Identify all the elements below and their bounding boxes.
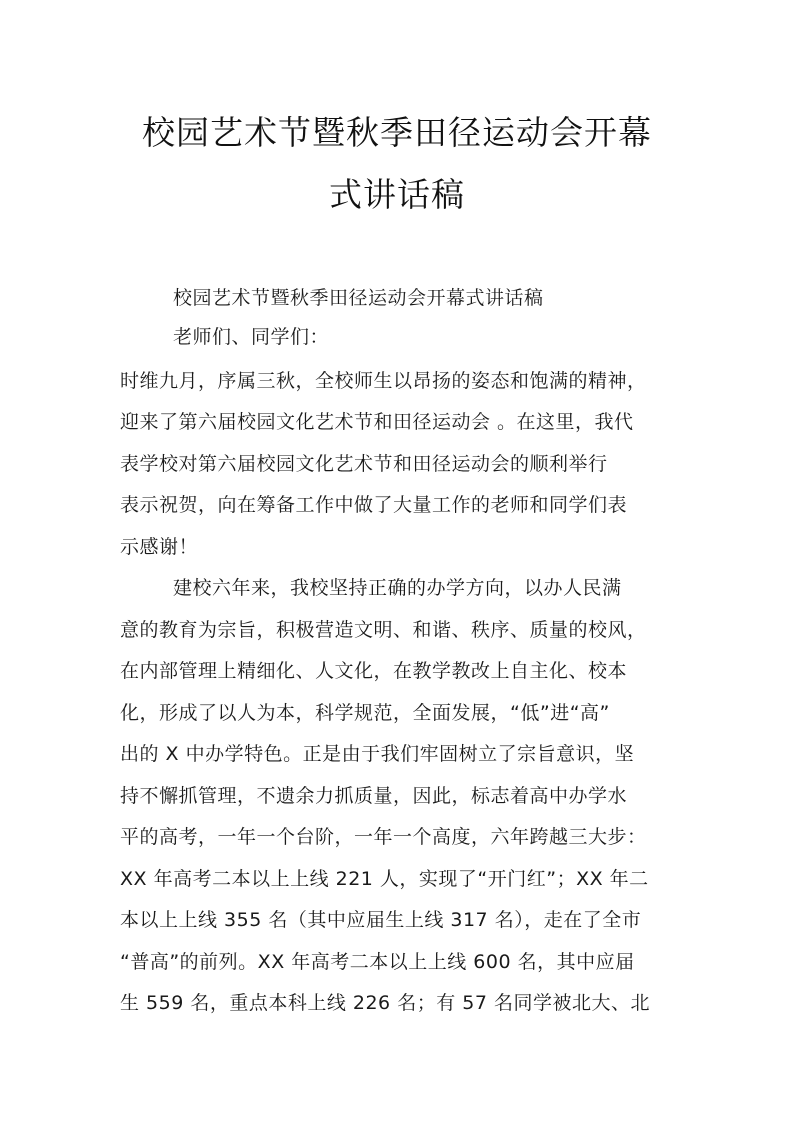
body-line: 时维九月，序属三秋，全校师生以昂扬的姿态和饱满的精神， bbox=[120, 370, 647, 392]
body-line: 本以上上线 355 名（其中应届生上线 317 名），走在了全市 bbox=[120, 909, 642, 931]
document-title-line-1: 校园艺术节暨秋季田径运动会开幕 bbox=[142, 113, 652, 152]
document-title-line-2: 式讲话稿 bbox=[329, 175, 465, 214]
body-line: 化，形成了以人为本，科学规范，全面发展，“低”进“高” bbox=[120, 702, 610, 724]
body-line: XX 年高考二本以上上线 221 人，实现了“开门红”；XX 年二 bbox=[120, 868, 649, 890]
body-line: 出的 X 中办学特色。正是由于我们牢固树立了宗旨意识，坚 bbox=[120, 743, 635, 765]
body-line: 生 559 名，重点本科上线 226 名；有 57 名同学被北大、北 bbox=[120, 992, 650, 1014]
body-line: 在内部管理上精细化、人文化，在教学教改上自主化、校本 bbox=[120, 660, 628, 682]
body-line: 意的教育为宗旨，积极营造文明、和谐、秩序、质量的校风， bbox=[120, 619, 647, 641]
body-line: “普高”的前列。XX 年高考二本以上上线 600 名，其中应届 bbox=[120, 951, 635, 973]
body-line: 迎来了第六届校园文化艺术节和田径运动会 。在这里，我代 bbox=[120, 411, 634, 433]
body-line: 示感谢！ bbox=[120, 536, 199, 558]
body-line: 表示祝贺，向在筹备工作中做了大量工作的老师和同学们表 bbox=[120, 494, 628, 516]
body-line: 平的高考，一年一个台阶，一年一个高度，六年跨越三大步： bbox=[120, 826, 647, 848]
body-line: 持不懈抓管理，不遗余力抓质量，因此，标志着高中办学水 bbox=[120, 785, 628, 807]
body-line: 建校六年来，我校坚持正确的办学方向，以办人民满 bbox=[173, 577, 622, 599]
body-line: 表学校对第六届校园文化艺术节和田径运动会的顺利举行 bbox=[120, 453, 608, 475]
document-subtitle: 校园艺术节暨秋季田径运动会开幕式讲话稿 bbox=[173, 287, 544, 309]
salutation: 老师们、同学们： bbox=[173, 326, 330, 348]
